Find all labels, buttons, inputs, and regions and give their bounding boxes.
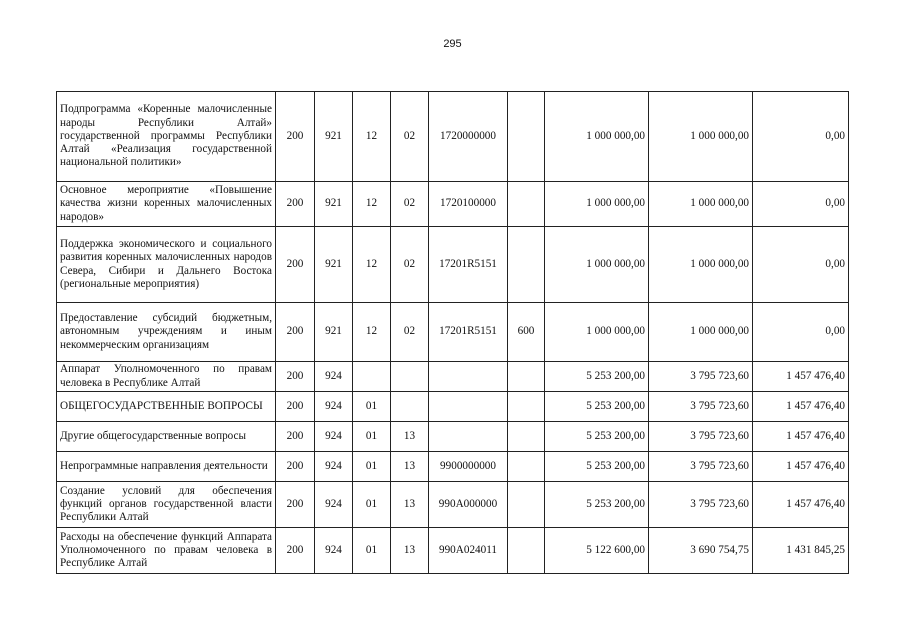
row-target: 9900000000 [429, 452, 508, 482]
row-subsection: 02 [391, 182, 429, 227]
row-name: Поддержка экономического и социального развития коренных малочисленных народов Севера, Сибири и Дальнего Востока (региональные мероприятия) [57, 227, 276, 303]
row-amount-federal: 1 000 000,00 [649, 303, 753, 362]
row-expense [508, 362, 545, 392]
row-amount-total: 5 253 200,00 [545, 482, 649, 528]
row-amount-total: 1 000 000,00 [545, 303, 649, 362]
row-target: 1720100000 [429, 182, 508, 227]
row-section: 12 [353, 227, 391, 303]
row-name: Аппарат Уполномоченного по правам человека в Республике Алтай [57, 362, 276, 392]
row-expense: 600 [508, 303, 545, 362]
table-row [57, 392, 849, 422]
row-amount-regional: 1 457 476,40 [753, 482, 849, 528]
row-amount-federal: 1 000 000,00 [649, 92, 753, 182]
row-section: 01 [353, 452, 391, 482]
row-section: 12 [353, 92, 391, 182]
row-code: 200 [276, 482, 315, 528]
row-subsection: 13 [391, 422, 429, 452]
row-name: Подпрограмма «Коренные малочисленные народы Республики Алтай» государственной программы Республики Алтай «Реализация государственной национальной политики» [57, 92, 276, 182]
row-name: Непрограммные направления деятельности [57, 452, 276, 482]
row-code: 200 [276, 92, 315, 182]
row-expense [508, 422, 545, 452]
row-amount-total: 1 000 000,00 [545, 92, 649, 182]
row-code: 200 [276, 528, 315, 574]
row-amount-regional: 0,00 [753, 92, 849, 182]
row-target: 1720000000 [429, 92, 508, 182]
row-expense [508, 528, 545, 574]
row-subsection: 02 [391, 92, 429, 182]
row-target: 17201R5151 [429, 227, 508, 303]
row-ministry: 921 [315, 182, 353, 227]
row-amount-federal: 3 795 723,60 [649, 422, 753, 452]
row-name: Предоставление субсидий бюджетным, автономным учреждениям и иным некоммерческим организациям [57, 303, 276, 362]
row-amount-total: 5 253 200,00 [545, 422, 649, 452]
row-ministry: 924 [315, 528, 353, 574]
table-body [57, 92, 849, 574]
row-expense [508, 92, 545, 182]
row-name: ОБЩЕГОСУДАРСТВЕННЫЕ ВОПРОСЫ [57, 392, 276, 422]
row-code: 200 [276, 362, 315, 392]
row-amount-regional: 1 457 476,40 [753, 362, 849, 392]
table-row [57, 362, 849, 392]
table-row [57, 227, 849, 303]
row-name: Другие общегосударственные вопросы [57, 422, 276, 452]
row-amount-federal: 3 795 723,60 [649, 362, 753, 392]
row-expense [508, 392, 545, 422]
row-section [353, 362, 391, 392]
table-row [57, 182, 849, 227]
row-target: 990А000000 [429, 482, 508, 528]
row-amount-federal: 3 690 754,75 [649, 528, 753, 574]
row-target [429, 392, 508, 422]
row-amount-federal: 3 795 723,60 [649, 482, 753, 528]
table-row [57, 482, 849, 528]
row-ministry: 924 [315, 452, 353, 482]
row-section: 01 [353, 392, 391, 422]
row-target: 17201R5151 [429, 303, 508, 362]
row-amount-federal: 3 795 723,60 [649, 392, 753, 422]
row-ministry: 924 [315, 362, 353, 392]
row-ministry: 924 [315, 392, 353, 422]
row-amount-total: 5 253 200,00 [545, 362, 649, 392]
row-code: 200 [276, 392, 315, 422]
row-target [429, 422, 508, 452]
row-amount-regional: 1 457 476,40 [753, 392, 849, 422]
row-expense [508, 227, 545, 303]
row-subsection: 02 [391, 227, 429, 303]
row-section: 12 [353, 303, 391, 362]
row-subsection [391, 392, 429, 422]
row-amount-federal: 1 000 000,00 [649, 227, 753, 303]
row-name: Расходы на обеспечение функций Аппарата Уполномоченного по правам человека в Республике Алтай [57, 528, 276, 574]
row-code: 200 [276, 452, 315, 482]
row-subsection: 13 [391, 452, 429, 482]
row-expense [508, 182, 545, 227]
row-amount-federal: 3 795 723,60 [649, 452, 753, 482]
row-amount-federal: 1 000 000,00 [649, 182, 753, 227]
table-row [57, 422, 849, 452]
row-target: 990А024011 [429, 528, 508, 574]
row-amount-total: 5 122 600,00 [545, 528, 649, 574]
row-code: 200 [276, 182, 315, 227]
row-target [429, 362, 508, 392]
row-ministry: 921 [315, 92, 353, 182]
row-ministry: 924 [315, 422, 353, 452]
row-code: 200 [276, 227, 315, 303]
row-code: 200 [276, 422, 315, 452]
row-subsection: 02 [391, 303, 429, 362]
row-name: Основное мероприятие «Повышение качества жизни коренных малочисленных народов» [57, 182, 276, 227]
row-section: 01 [353, 422, 391, 452]
row-expense [508, 482, 545, 528]
row-ministry: 924 [315, 482, 353, 528]
page-number: 295 [443, 38, 462, 50]
row-subsection: 13 [391, 528, 429, 574]
row-section: 01 [353, 482, 391, 528]
row-section: 12 [353, 182, 391, 227]
row-amount-total: 5 253 200,00 [545, 452, 649, 482]
row-amount-regional: 1 431 845,25 [753, 528, 849, 574]
budget-table [56, 91, 849, 574]
row-amount-total: 1 000 000,00 [545, 227, 649, 303]
row-section: 01 [353, 528, 391, 574]
row-subsection [391, 362, 429, 392]
row-amount-total: 5 253 200,00 [545, 392, 649, 422]
row-amount-regional: 1 457 476,40 [753, 452, 849, 482]
row-amount-regional: 0,00 [753, 182, 849, 227]
row-ministry: 921 [315, 303, 353, 362]
row-amount-regional: 1 457 476,40 [753, 422, 849, 452]
row-subsection: 13 [391, 482, 429, 528]
table-row [57, 452, 849, 482]
row-ministry: 921 [315, 227, 353, 303]
row-code: 200 [276, 303, 315, 362]
table-row [57, 303, 849, 362]
table-row [57, 92, 849, 182]
row-amount-total: 1 000 000,00 [545, 182, 649, 227]
row-name: Создание условий для обеспечения функций органов государственной власти Республики Алтай [57, 482, 276, 528]
row-expense [508, 452, 545, 482]
table-row [57, 528, 849, 574]
row-amount-regional: 0,00 [753, 303, 849, 362]
row-amount-regional: 0,00 [753, 227, 849, 303]
